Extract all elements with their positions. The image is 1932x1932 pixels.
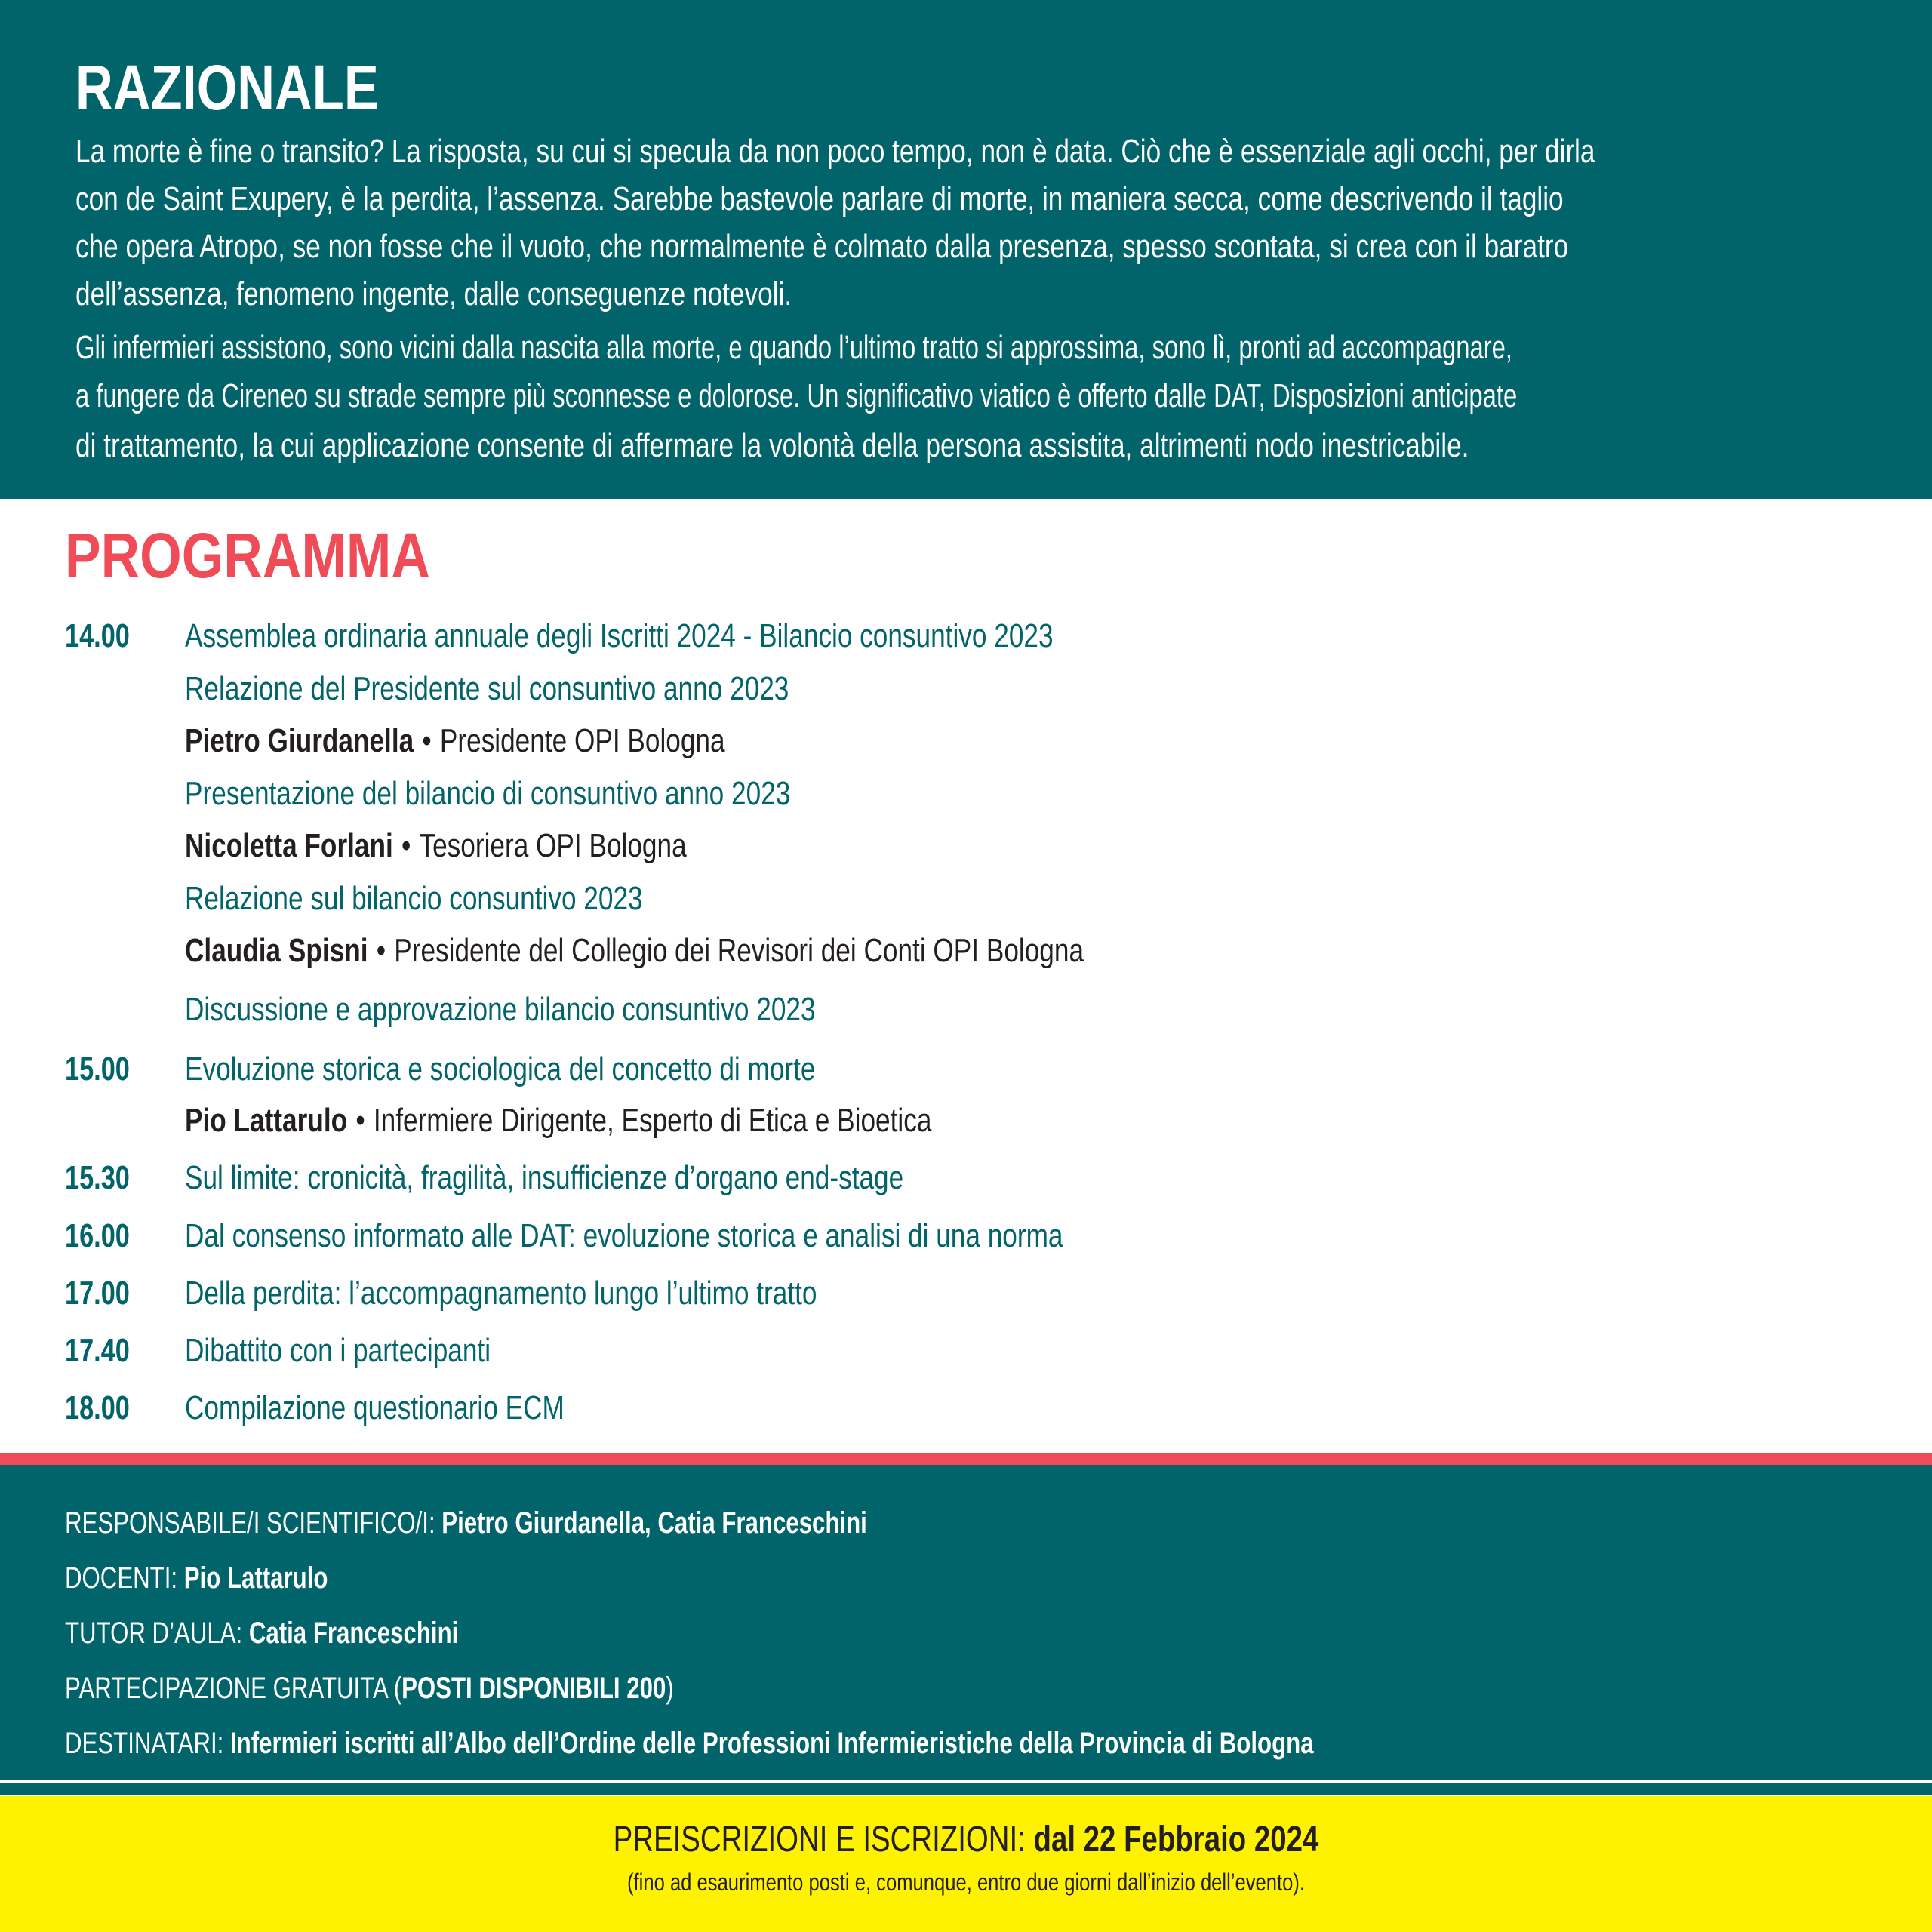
registration-date: dal 22 Febbraio 2024 bbox=[1033, 1820, 1319, 1860]
rationale-line: Gli infermieri assistono, sono vicini dalla nascita alla morte, e quando l’ultimo tratto si approssima, sono lì, pronti ad accompagnare, bbox=[75, 329, 1512, 366]
partecipazione-close: ) bbox=[666, 1672, 674, 1705]
info-partecipazione bbox=[65, 1672, 674, 1706]
rationale-line: a fungere da Cireneo su strade sempre più sconnesse e dolorose. Un significativo viatico è offerto dalle DAT, Disposizioni anticipate bbox=[75, 377, 1518, 414]
registration-headline bbox=[0, 1819, 1932, 1860]
responsabili-label: RESPONSABILE/I SCIENTIFICO/I: bbox=[65, 1506, 442, 1540]
program-time: 16.00 bbox=[65, 1217, 130, 1254]
program-item: Della perdita: l’accompagnamento lungo l’ultimo tratto bbox=[185, 1275, 817, 1312]
program-item: Discussione e approvazione bilancio consuntivo 2023 bbox=[185, 991, 816, 1028]
rationale-line: con de Saint Exupery, è la perdita, l’assenza. Sarebbe bastevole parlare di morte, in maniera secca, come descrivendo il taglio bbox=[75, 180, 1564, 217]
info-tutor bbox=[65, 1617, 458, 1651]
speaker-name: Pietro Giurdanella bbox=[185, 722, 414, 759]
program-speaker-line bbox=[185, 1102, 931, 1140]
speaker-name: Nicoletta Forlani bbox=[185, 827, 393, 864]
info-docenti bbox=[65, 1561, 328, 1595]
rationale-line: La morte è fine o transito? La risposta, su cui si specula da non poco tempo, non è data. Ciò che è essenziale agli occhi, per dirla bbox=[75, 133, 1595, 170]
docenti-value: Pio Lattarulo bbox=[183, 1561, 328, 1595]
tutor-value: Catia Franceschini bbox=[248, 1617, 459, 1650]
destinatari-label: DESTINATARI: bbox=[65, 1727, 230, 1760]
program-item: Assemblea ordinaria annuale degli Iscritti 2024 - Bilancio consuntivo 2023 bbox=[185, 617, 1054, 654]
tutor-label: TUTOR D’AULA: bbox=[65, 1617, 249, 1650]
rationale-line: di trattamento, la cui applicazione consente di affermare la volontà della persona assistita, altrimenti nodo inestricabile. bbox=[75, 427, 1469, 464]
speaker-role: Presidente OPI Bologna bbox=[439, 722, 725, 759]
teal-divider bbox=[0, 1783, 1932, 1795]
rationale-line: che opera Atropo, se non fosse che il vuoto, che normalmente è colmato dalla presenza, spesso scontata, si crea con il baratro bbox=[75, 228, 1569, 265]
partecipazione-value: POSTI DISPONIBILI 200 bbox=[401, 1672, 666, 1705]
program-speaker-line bbox=[185, 722, 725, 760]
bullet-icon: • bbox=[355, 1102, 365, 1139]
registration-section bbox=[0, 1796, 1932, 1932]
bullet-icon: • bbox=[401, 827, 411, 864]
program-time: 17.00 bbox=[65, 1275, 130, 1312]
program-time: 14.00 bbox=[65, 617, 130, 654]
bullet-icon: • bbox=[376, 932, 386, 969]
program-time: 15.30 bbox=[65, 1159, 130, 1196]
program-speaker-line bbox=[185, 932, 1084, 970]
rationale-title: RAZIONALE bbox=[75, 52, 379, 123]
program-item: Evoluzione storica e sociologica del concetto di morte bbox=[185, 1051, 816, 1088]
docenti-label: DOCENTI: bbox=[65, 1561, 184, 1595]
program-item: Relazione del Presidente sul consuntivo anno 2023 bbox=[185, 670, 789, 707]
program-item: Sul limite: cronicità, fragilità, insufficienze d’organo end-stage bbox=[185, 1159, 904, 1196]
speaker-role: Tesoriera OPI Bologna bbox=[419, 827, 687, 864]
program-time: 17.40 bbox=[65, 1332, 130, 1369]
responsabili-value: Pietro Giurdanella, Catia Franceschini bbox=[441, 1506, 867, 1540]
speaker-name: Pio Lattarulo bbox=[185, 1102, 348, 1139]
registration-note: (fino ad esaurimento posti e, comunque, entro due giorni dall’inizio dell’evento). bbox=[627, 1869, 1305, 1896]
program-speaker-line bbox=[185, 827, 687, 865]
red-divider bbox=[0, 1453, 1932, 1465]
program-time: 15.00 bbox=[65, 1051, 130, 1088]
program-title: PROGRAMMA bbox=[65, 520, 430, 591]
speaker-name: Claudia Spisni bbox=[185, 932, 368, 969]
rationale-line: dell’assenza, fenomeno ingente, dalle conseguenze notevoli. bbox=[75, 275, 792, 312]
program-item: Dal consenso informato alle DAT: evoluzione storica e analisi di una norma bbox=[185, 1217, 1063, 1254]
speaker-role: Infermiere Dirigente, Esperto di Etica e Bioetica bbox=[373, 1102, 932, 1139]
program-item: Relazione sul bilancio consuntivo 2023 bbox=[185, 880, 643, 917]
destinatari-value: Infermieri iscritti all’Albo dell’Ordine delle Professioni Infermieristiche della Provincia di Bologna bbox=[229, 1727, 1314, 1760]
program-item: Presentazione del bilancio di consuntivo anno 2023 bbox=[185, 775, 791, 812]
info-responsabili bbox=[65, 1506, 867, 1540]
speaker-role: Presidente del Collegio dei Revisori dei Conti OPI Bologna bbox=[394, 932, 1084, 969]
program-item: Compilazione questionario ECM bbox=[185, 1389, 565, 1426]
partecipazione-label: PARTECIPAZIONE GRATUITA ( bbox=[65, 1672, 402, 1705]
program-time: 18.00 bbox=[65, 1389, 130, 1426]
registration-label: PREISCRIZIONI E ISCRIZIONI: bbox=[613, 1820, 1034, 1860]
program-item: Dibattito con i partecipanti bbox=[185, 1332, 491, 1369]
bullet-icon: • bbox=[422, 722, 432, 759]
info-destinatari bbox=[65, 1727, 1314, 1761]
